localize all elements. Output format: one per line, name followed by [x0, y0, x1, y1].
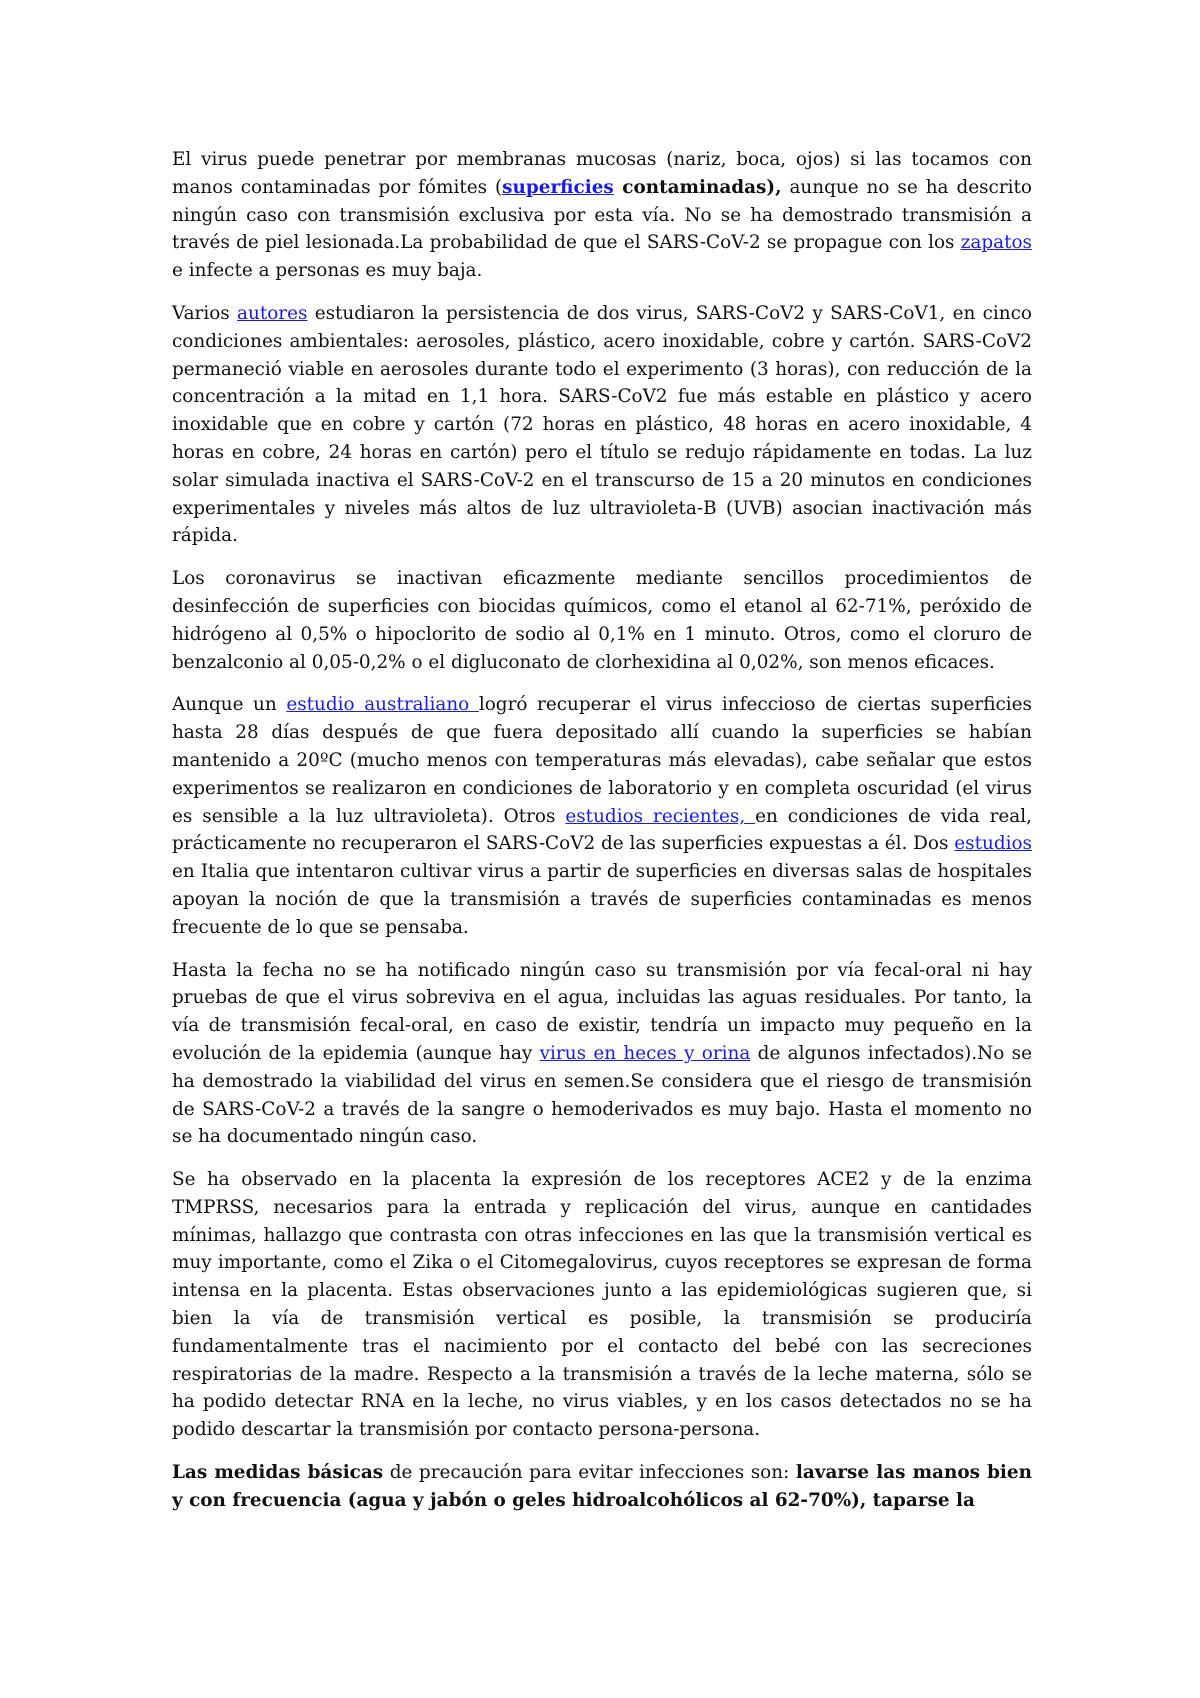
paragraph-persistence — [172, 300, 1032, 550]
text: Hasta la fecha no se ha notificado ningún caso su transmisión por vía fecal-oral ni hay pruebas de que el virus sobreviva en el agua, incluidas las aguas residuales. Por tanto, la vía de transmisión fecal-oral, en caso de existir, tendría un impacto muy pequeño en la evolución de la epidemia (aunque hay — [172, 959, 1032, 1064]
paragraph-placenta — [172, 1166, 1032, 1444]
text: logró recuperar el virus infeccioso de ciertas superficies hasta 28 días después de que fuera depositado allí cuando la superficies se habían mantenido a 20ºC (mucho menos con temperaturas más elevadas), cabe señalar que estos experimentos se realizaron en condiciones de laboratorio y en completa oscuridad (el virus es sensible a la luz ultravioleta). Otros — [172, 694, 1032, 827]
text: de algunos infectados).No se ha demostrado la viabilidad del virus en semen.Se considera que el riesgo de transmisión de SARS-CoV-2 a través de la sangre o hemoderivados es muy bajo. Hasta el momento no se ha documentado ningún caso. — [172, 1042, 1032, 1148]
text: en condiciones de vida real, prácticamente no recuperaron el SARS-CoV2 de las superficies expuestas a él. Dos — [172, 805, 1032, 855]
text: aunque no se ha descrito ningún caso con transmisión exclusiva por esta vía. No se ha demostrado transmisión a través de piel lesionada.La probabilidad de que el SARS-CoV-2 se propague con los — [172, 176, 1032, 254]
text: e infecte a personas es muy baja. — [172, 260, 483, 282]
bold-contaminadas: contaminadas), — [613, 176, 782, 198]
text: de precaución para evitar infecciones son: — [383, 1462, 796, 1484]
text: El virus puede penetrar por membranas mucosas (nariz, boca, ojos) si las tocamos con manos contaminadas por fómites ( — [172, 149, 1032, 198]
bold-medidas-basicas: Las medidas básicas — [172, 1462, 384, 1484]
link-superficies[interactable]: superficies — [502, 176, 614, 198]
text: Los coronavirus se inactivan eficazmente mediante sencillos procedimientos de desinfección de superficies con biocidas químicos, como el etanol al 62-71%, peróxido de hidrógeno al 0,5% o hipoclorito de sodio al 0,1% en 1 minuto. Otros, como el cloruro de benzalconio al 0,05-0,2% o el digluconato de clorhexidina al 0,02%, son menos eficaces. — [172, 568, 1032, 673]
link-virus-en-heces[interactable]: virus en heces y orina — [539, 1042, 751, 1064]
paragraph-fecal-oral — [172, 957, 1032, 1152]
link-autores[interactable]: autores — [237, 302, 308, 324]
text: Varios — [172, 302, 238, 324]
link-estudios-recientes[interactable]: estudios recientes, — [565, 805, 756, 827]
text: estudiaron la persistencia de dos virus, SARS-CoV2 y SARS-CoV1, en cinco condiciones ambientales: aerosoles, plástico, acero inoxidable, cobre y cartón. SARS-CoV2 permaneció viable en aerosoles durante todo el experimento (3 horas), con reducción de la concentración a la mitad en 1,1 hora. SARS-CoV2 fue más estable en plástico y acero inoxidable que en cobre y cartón (72 horas en plástico, 48 horas en acero inoxidable, 4 horas en cobre, 24 horas en cartón) pero el título se redujo rápidamente en todas. La luz solar simulada inactiva el SARS-CoV-2 en el transcurso de 15 a 20 minutos en condiciones experimentales y niveles más altos de luz ultravioleta-B (UVB) asocian inactivación más rápida. — [172, 302, 1032, 547]
text: Aunque un — [172, 694, 287, 716]
paragraph-fomites — [172, 146, 1032, 285]
link-estudio-australiano[interactable]: estudio australiano — [286, 694, 479, 716]
paragraph-surface-studies — [172, 691, 1032, 941]
text: Se ha observado en la placenta la expresión de los receptores ACE2 y de la enzima TMPRSS, necesarios para la entrada y replicación del virus, aunque en cantidades mínimas, hallazgo que contrasta con otras infecciones en las que la transmisión vertical es muy importante, como el Zika o el Citomegalovirus, cuyos receptores se expresan de forma intensa en la placenta. Estas observaciones junto a las epidemiológicas sugieren que, si bien la vía de transmisión vertical es posible, la transmisión se produciría fundamentalmente tras el nacimiento por el contacto del bebé con las secreciones respiratorias de la madre. Respecto a la transmisión a través de la leche materna, sólo se ha podido detectar RNA en la leche, no virus viables, y en los casos detectados no se ha podido descartar la transmisión por contacto persona-persona. — [172, 1169, 1032, 1441]
link-estudios[interactable]: estudios — [954, 833, 1032, 855]
text: en Italia que intentaron cultivar virus a partir de superficies en diversas salas de hospitales apoyan la noción de que la transmisión a través de superficies contaminadas es menos frecuente de lo que se pensaba. — [172, 861, 1032, 938]
paragraph-disinfection — [172, 565, 1032, 676]
link-zapatos[interactable]: zapatos — [960, 232, 1032, 254]
bold-lavarse-manos: lavarse las manos bien y con frecuencia (agua y jabón o geles hidroalcohólicos al 62-70%), taparse la — [172, 1462, 1032, 1511]
paragraph-basic-measures — [172, 1459, 1032, 1515]
document-page — [172, 146, 1032, 1530]
